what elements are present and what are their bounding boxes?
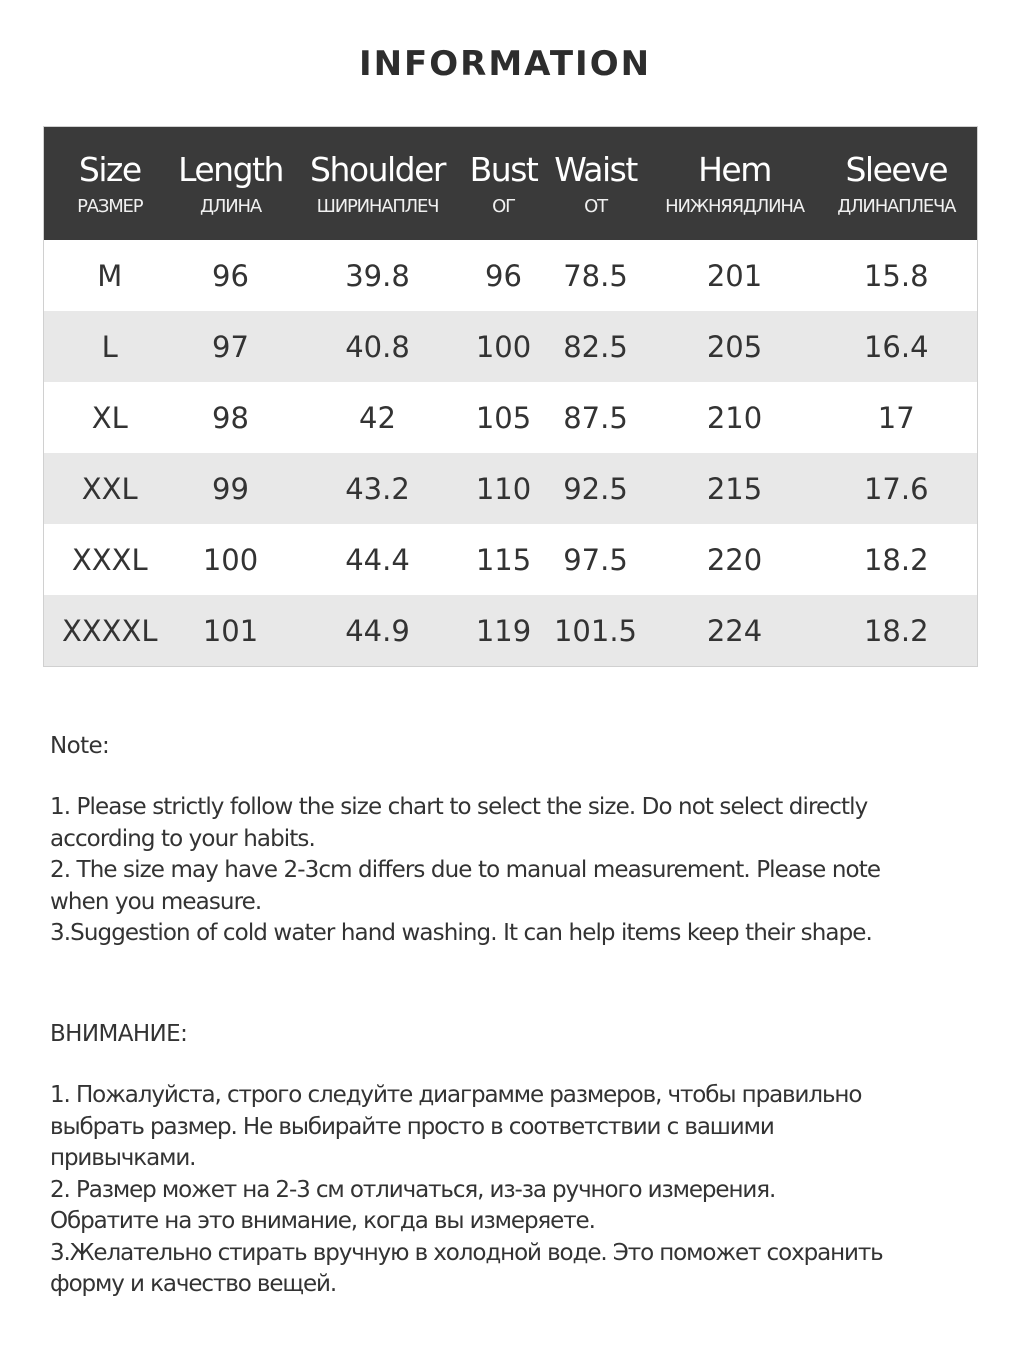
cell-size: XXXXL <box>61 613 158 648</box>
cell-length: 100 <box>202 542 259 577</box>
header-hem <box>654 127 816 241</box>
header-label-ru: ШИРИНАПЛЕЧ <box>316 195 439 217</box>
header-length <box>176 127 286 241</box>
cell-shoulder: 43.2 <box>345 471 410 506</box>
cell-shoulder: 44.4 <box>345 542 410 577</box>
cell-sleeve: 15.8 <box>863 258 929 293</box>
header-label-ru: ДЛИНАПЛЕЧА <box>837 195 956 217</box>
cell-bust: 110 <box>475 471 532 506</box>
note-line: 1. Please strictly follow the size chart to select the size. Do not select directly <box>50 794 868 820</box>
header-label-en: Bust <box>469 149 538 189</box>
cell-hem: 215 <box>706 471 763 506</box>
cell-bust: 105 <box>475 400 532 435</box>
cell-length: 96 <box>212 258 249 293</box>
cell-hem: 205 <box>706 329 763 364</box>
cell-bust: 119 <box>475 613 532 648</box>
table-row <box>44 595 978 667</box>
header-label-ru: ДЛИНА <box>200 195 261 217</box>
cell-hem: 210 <box>706 400 763 435</box>
note-line: Обратите на это внимание, когда вы измеряете. <box>50 1208 595 1234</box>
cell-size: XXXL <box>71 542 148 577</box>
note-line: 3.Suggestion of cold water hand washing. It can help items keep their shape. <box>50 920 872 946</box>
header-label-ru: НИЖНЯЯДЛИНА <box>665 195 804 217</box>
notes-russian <box>50 1018 980 1301</box>
cell-sleeve: 17.6 <box>863 471 929 506</box>
table-row <box>44 453 978 524</box>
cell-bust: 115 <box>475 542 532 577</box>
cell-waist: 101.5 <box>553 613 638 648</box>
note-heading: Note: <box>50 733 110 759</box>
table-row <box>44 240 978 311</box>
note-line: 2. Размер может на 2-3 см отличаться, из-за ручного измерения. <box>50 1176 776 1203</box>
cell-shoulder: 44.9 <box>345 613 410 648</box>
table-header-row <box>44 127 978 241</box>
cell-sleeve: 17 <box>877 400 915 435</box>
cell-waist: 78.5 <box>563 258 628 293</box>
notes-english <box>50 730 980 950</box>
note-line: according to your habits. <box>50 825 315 852</box>
note-line: when you measure. <box>50 888 262 915</box>
header-shoulder <box>286 127 470 241</box>
note-line: 2. The size may have 2-3cm differs due to manual measurement. Please note <box>50 857 881 883</box>
header-sleeve <box>816 127 978 241</box>
header-bust <box>470 127 538 241</box>
cell-waist: 87.5 <box>563 400 628 435</box>
header-waist <box>538 127 654 241</box>
page-title: INFORMATION <box>358 44 652 84</box>
header-label-ru: ОТ <box>584 195 607 217</box>
table-row <box>44 524 978 595</box>
note-line: выбрать размер. Не выбирайте просто в соответствии с вашими <box>50 1113 774 1140</box>
header-label-en: Hem <box>698 149 771 189</box>
cell-size: XL <box>91 400 128 435</box>
cell-length: 97 <box>212 329 249 364</box>
cell-length: 99 <box>212 471 249 506</box>
cell-bust: 96 <box>485 258 522 293</box>
header-label-en: Sleeve <box>845 149 948 189</box>
table-row <box>44 382 978 453</box>
cell-sleeve: 16.4 <box>863 329 929 364</box>
size-chart-table <box>43 126 978 667</box>
cell-size: L <box>101 329 118 364</box>
header-label-en: Length <box>178 149 283 189</box>
header-label-en: Shoulder <box>310 149 445 189</box>
cell-waist: 82.5 <box>563 329 628 364</box>
header-label-en: Size <box>78 149 141 189</box>
note-heading: ВНИМАНИЕ: <box>50 1021 188 1047</box>
note-line: привычками. <box>50 1145 196 1171</box>
cell-shoulder: 42 <box>359 400 396 435</box>
cell-hem: 224 <box>706 613 763 648</box>
header-label-ru: РАЗМЕР <box>77 195 143 217</box>
cell-shoulder: 40.8 <box>345 329 410 364</box>
cell-sleeve: 18.2 <box>863 542 929 577</box>
header-label-ru: ОГ <box>492 195 515 217</box>
table-row <box>44 311 978 382</box>
cell-hem: 201 <box>706 258 763 293</box>
cell-sleeve: 18.2 <box>863 613 929 648</box>
cell-bust: 100 <box>475 329 532 364</box>
cell-size: M <box>97 258 123 293</box>
cell-shoulder: 39.8 <box>345 258 410 293</box>
cell-size: XXL <box>81 471 138 506</box>
cell-waist: 97.5 <box>563 542 628 577</box>
cell-length: 98 <box>212 400 249 435</box>
note-line: форму и качество вещей. <box>50 1271 337 1297</box>
cell-waist: 92.5 <box>563 471 628 506</box>
cell-length: 101 <box>202 613 259 648</box>
header-label-en: Waist <box>554 149 637 189</box>
note-line: 3.Желательно стирать вручную в холодной воде. Это поможет сохранить <box>50 1239 883 1266</box>
header-size <box>44 127 176 241</box>
note-line: 1. Пожалуйста, строго следуйте диаграмме размеров, чтобы правильно <box>50 1082 862 1108</box>
cell-hem: 220 <box>706 542 763 577</box>
